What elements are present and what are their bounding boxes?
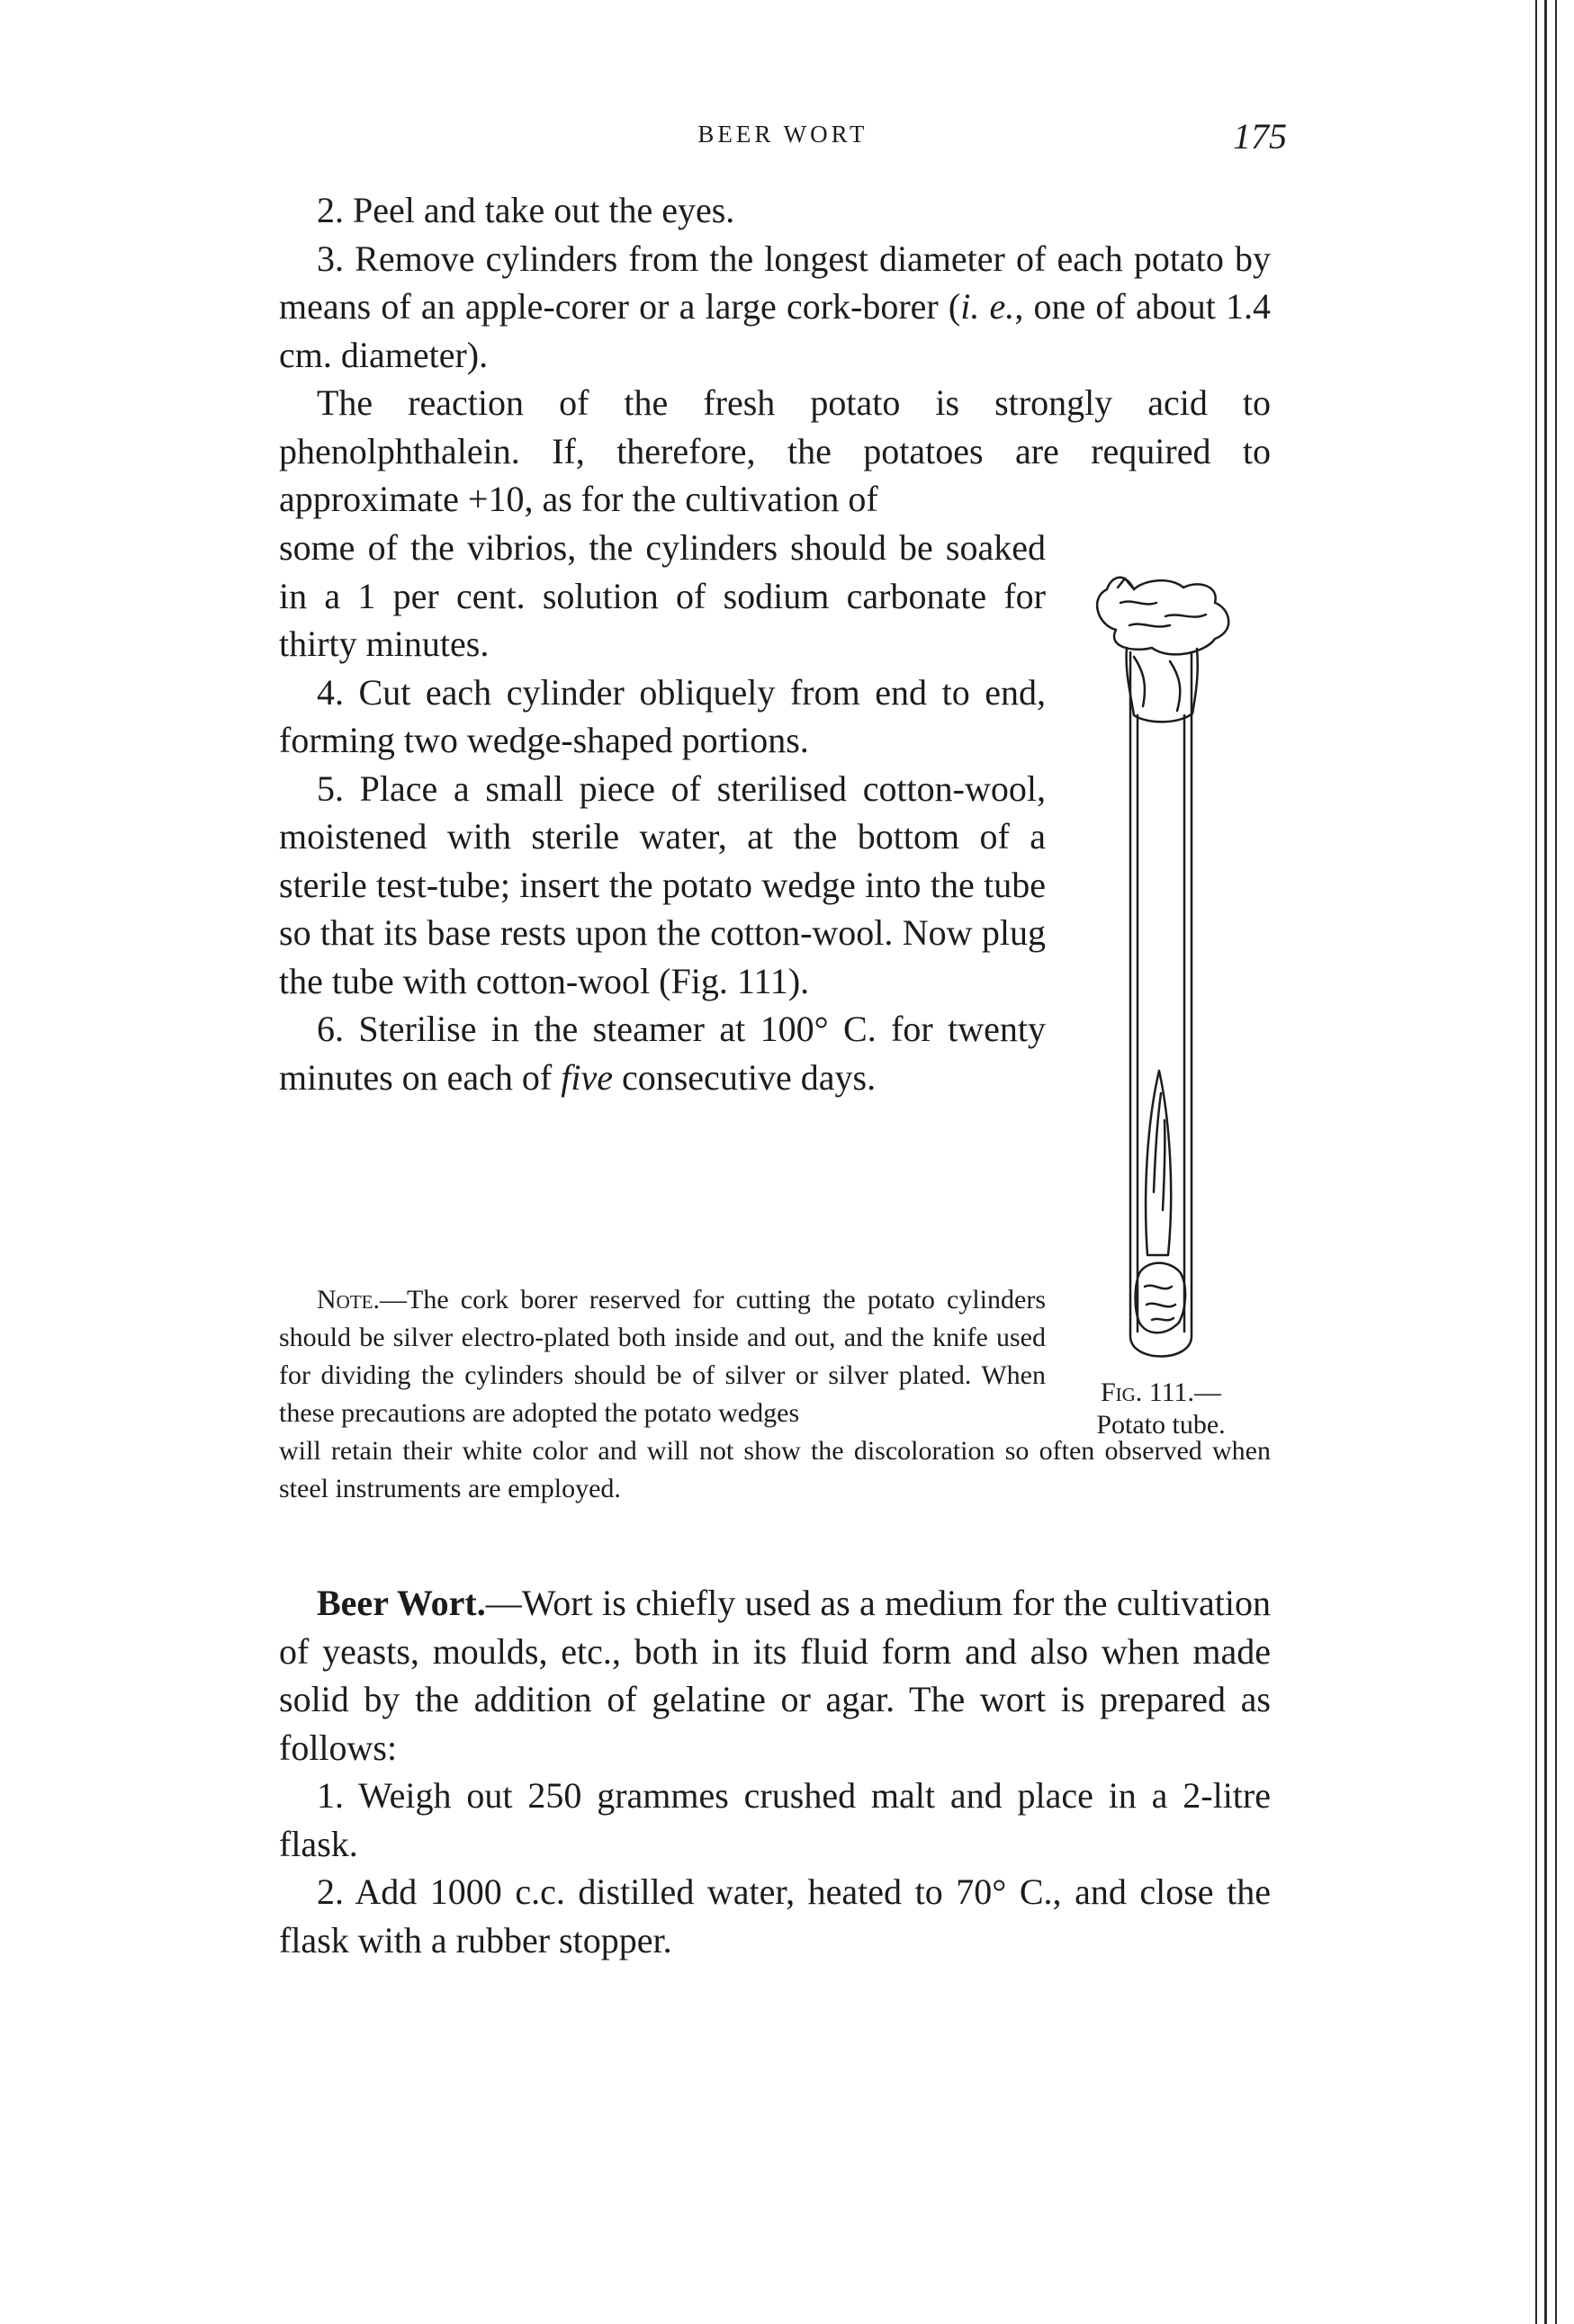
beer-wort-step-add-water: 2. Add 1000 c.c. distilled water, heated to 70° C., and close the flask with a rubber stopper. [279,1871,1271,1961]
body-text-narrow [279,524,1046,1101]
figure-caption-label: Fig. 111.— [1100,1377,1222,1407]
step-peel: 2. Peel and take out the eyes. [317,190,735,230]
beer-wort-intro: Beer Wort.—Wort is chiefly used as a medium for the cultivation of yeasts, moulds, etc., both in its fluid form and also when made solid by the addition of gelatine or agar. The wort is prepared as follows: [279,1583,1271,1768]
para-reaction: The reaction of the fresh potato is strongly acid to phenolphthalein. If, therefore, the potatoes are required to approximate +10, as for the cultivation of [279,382,1271,519]
step-remove-cylinders: 3. Remove cylinders from the longest diameter of each potato by means of an apple-corer or a large cork-borer (i. e., one of about 1.4 cm. diameter). [279,238,1271,375]
note-text: —The cork borer reserved for cutting the potato cylinders should be silver electro-plated both inside and out, and the knife used for dividing the cylinders should be of silver or silver plated. When these precautions are adopted the potato wedges [279,1285,1046,1428]
note-label: Note. [317,1285,380,1315]
potato-tube-illustration [1080,562,1242,1372]
page-edge-line [1535,0,1537,2324]
beer-wort-section [279,1579,1271,1964]
page-edge-line [1544,0,1547,2324]
note-text-continued: will retain their white color and will not show the discoloration so often observed when steel instruments are employed. [279,1436,1271,1503]
step-cut-cylinder: 4. Cut each cylinder obliquely from end to end, forming two wedge-shaped portions. [279,671,1046,760]
body-text-top [279,186,1271,524]
running-head-title: BEER WORT [697,121,868,148]
page-edge-line [1555,0,1557,2324]
page-number: 175 [1233,116,1287,157]
step-sterilise: 6. Sterilise in the steamer at 100° C. for twenty minutes on each of five consecutive days. [279,1009,1046,1098]
step-place-cotton: 5. Place a small piece of sterilised cotton-wool, moistened with sterile water, at the bottom of a sterile test-tube; insert the potato wedge into the tube so that its base rests upon the cotton-wool. Now plug the tube with cotton-wool (Fig. 111). [279,767,1046,1001]
beer-wort-step-weigh: 1. Weigh out 250 grammes crushed malt and place in a 2-litre flask. [279,1775,1271,1864]
figure-caption-title: Potato tube. [1096,1410,1226,1440]
figure-caption [1062,1377,1260,1441]
para-reaction-continued: some of the vibrios, the cylinders should be soaked in a 1 per cent. solution of sodium carbonate for thirty minutes. [279,527,1046,664]
beer-wort-heading: Beer Wort. [317,1583,486,1623]
running-head [279,115,1287,169]
